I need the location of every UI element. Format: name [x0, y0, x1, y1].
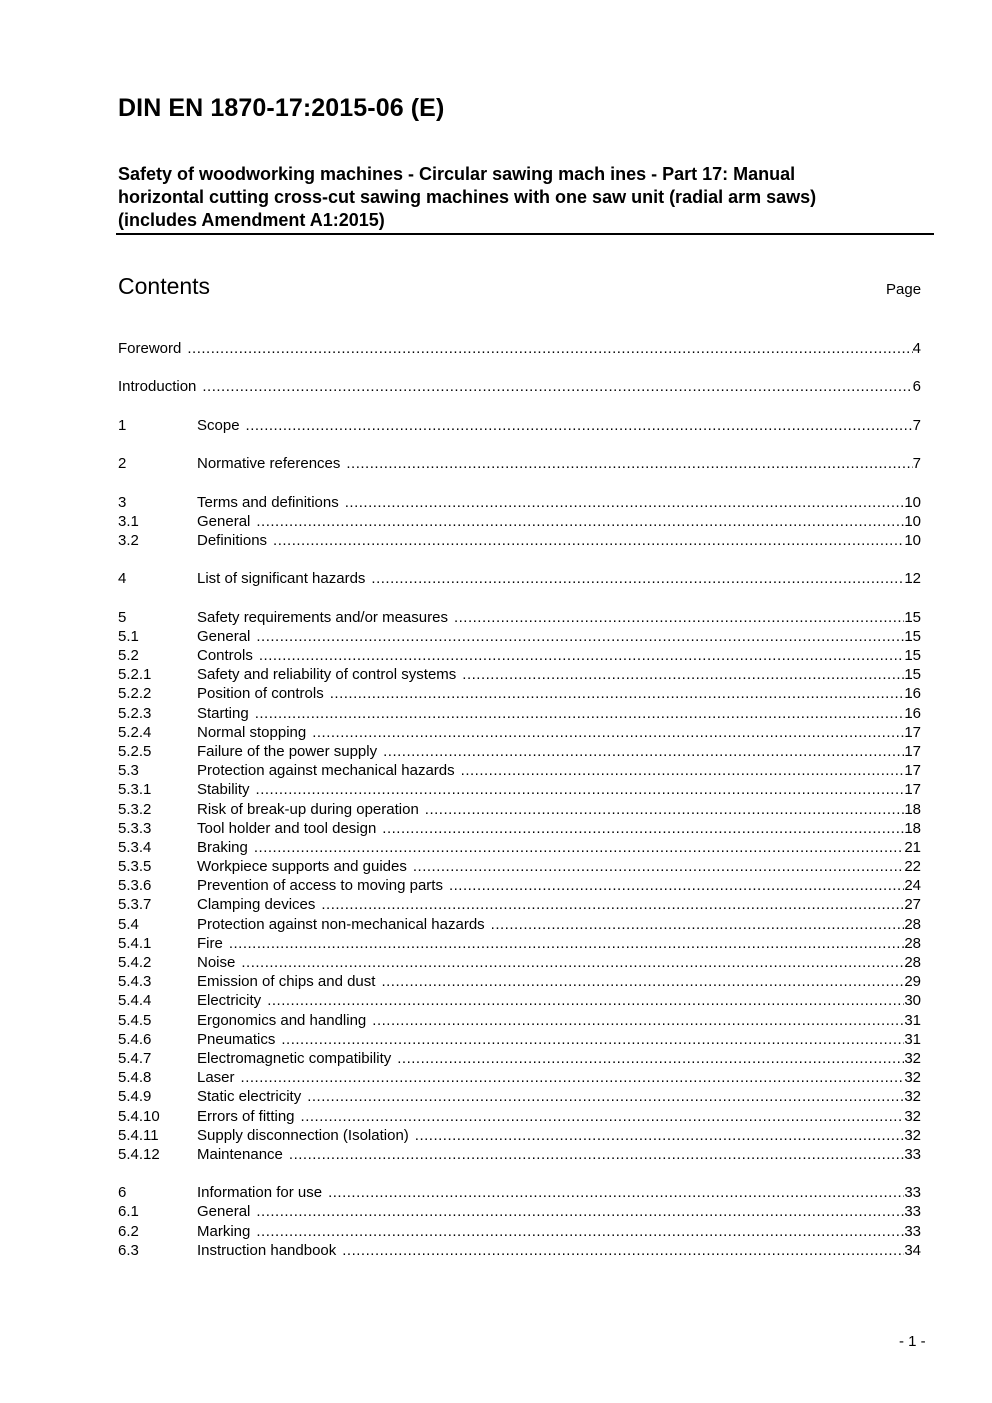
toc-page-number: 17: [904, 781, 921, 799]
toc-section-title: Protection against mechanical hazards: [197, 762, 455, 780]
toc-section-title: Braking: [197, 838, 248, 856]
toc-entry[interactable]: [118, 991, 921, 1010]
toc-page-number: 30: [904, 992, 921, 1010]
toc-section-number: 5.4: [118, 915, 139, 933]
toc-entry[interactable]: [118, 339, 921, 358]
toc-section-number: 6.1: [118, 1203, 139, 1221]
toc-page-number: 10: [904, 493, 921, 511]
toc-section-title: Tool holder and tool design: [197, 819, 377, 837]
toc-page-number: 33: [904, 1203, 921, 1221]
toc-page-number: 18: [904, 800, 921, 818]
toc-page-number: 10: [904, 512, 921, 530]
toc-dot-leader: [259, 646, 904, 665]
toc-section-title: Errors of fitting: [197, 1107, 295, 1125]
toc-entry[interactable]: [118, 915, 921, 934]
toc-section-number: 5.3.3: [118, 819, 152, 837]
toc-entry[interactable]: [118, 780, 921, 799]
toc-dot-leader: [256, 780, 905, 799]
toc-section-title: Pneumatics: [197, 1030, 276, 1048]
toc-section-title: Safety and reliability of control systems: [197, 666, 457, 684]
toc-section-number: 5.3.1: [118, 781, 152, 799]
toc-entry[interactable]: [118, 531, 921, 550]
toc-section-title: Workpiece supports and guides: [197, 858, 407, 876]
toc-section-title: Maintenance: [197, 1145, 283, 1163]
toc-section-number: 5.4.5: [118, 1011, 152, 1029]
toc-dot-leader: [202, 377, 912, 396]
toc-entry[interactable]: [118, 838, 921, 857]
toc-entry[interactable]: [118, 1011, 921, 1030]
toc-section-number: 3.2: [118, 531, 139, 549]
toc-entry[interactable]: [118, 684, 921, 703]
toc-section-title: General: [197, 627, 251, 645]
toc-section-number: 5.3.6: [118, 877, 152, 895]
toc-dot-leader: [241, 953, 904, 972]
toc-page-number: 28: [904, 934, 921, 952]
toc-page-number: 28: [904, 954, 921, 971]
toc-page-number: 7: [912, 416, 921, 434]
toc-section-number: 5.4.3: [118, 973, 152, 991]
toc-section-title: Clamping devices: [197, 896, 316, 914]
toc-section-number: 6.2: [118, 1222, 139, 1240]
toc-dot-leader: [381, 972, 904, 991]
toc-section-title: Foreword: [118, 340, 182, 357]
toc-section-number: 5.2.4: [118, 723, 152, 741]
toc-entry[interactable]: [118, 857, 921, 876]
toc-page-number: 15: [904, 608, 921, 626]
toc-entry[interactable]: [118, 1241, 921, 1260]
toc-dot-leader: [301, 1107, 905, 1126]
toc-page-number: 32: [904, 1069, 921, 1087]
toc-page-number: 32: [904, 1126, 921, 1144]
toc-dot-leader: [342, 1241, 904, 1260]
toc-dot-leader: [371, 569, 904, 588]
toc-dot-leader: [273, 531, 904, 550]
toc-dot-leader: [415, 1126, 905, 1145]
toc-entry[interactable]: [118, 1030, 921, 1049]
toc-page-number: 15: [904, 647, 921, 664]
toc-section-number: 5.4.9: [118, 1088, 152, 1106]
toc-section-number: 5.4.2: [118, 954, 152, 971]
subtitle-line: horizontal cutting cross-cut sawing machines with one saw unit (radial arm saws): [118, 187, 817, 207]
toc-section-title: Ergonomics and handling: [197, 1011, 367, 1029]
toc-section-number: 5.3.7: [118, 896, 152, 914]
toc-dot-leader: [413, 857, 904, 876]
toc-dot-leader: [330, 684, 905, 703]
toc-section-title: Terms and definitions: [197, 493, 339, 511]
toc-section-title: Prevention of access to moving parts: [197, 877, 443, 895]
toc-entry[interactable]: [118, 1183, 921, 1202]
toc-section-number: 5.4.11: [118, 1126, 159, 1144]
toc-page-number: 32: [904, 1088, 921, 1106]
toc-dot-leader: [307, 1087, 904, 1106]
toc-section-number: 5.1: [118, 627, 139, 645]
toc-section-title: Information for use: [197, 1184, 323, 1202]
toc-page-number: 31: [904, 1011, 921, 1029]
toc-page-number: 15: [904, 627, 921, 645]
contents-heading: Contents: [118, 273, 211, 299]
toc-entry[interactable]: [118, 377, 921, 396]
toc-section-title: Safety requirements and/or measures: [197, 608, 448, 626]
toc-page-number: 27: [904, 896, 921, 914]
toc-page-number: 12: [904, 570, 921, 588]
toc-dot-leader: [382, 819, 904, 838]
toc-section-title: Supply disconnection (Isolation): [197, 1126, 409, 1144]
toc-dot-leader: [241, 1068, 905, 1087]
page-column-label: Page: [886, 281, 922, 298]
toc-page-number: 17: [904, 742, 921, 760]
toc-entry[interactable]: [118, 493, 921, 512]
toc-page-number: 15: [904, 666, 921, 684]
toc-page-number: 7: [912, 455, 921, 473]
toc-section-number: 3: [118, 493, 127, 511]
toc-section-number: 5.4.4: [118, 992, 152, 1010]
toc-dot-leader: [312, 723, 904, 742]
toc-entry[interactable]: [118, 646, 921, 665]
toc-section-title: Electricity: [197, 992, 262, 1010]
toc-dot-leader: [256, 1202, 904, 1221]
toc-section-title: General: [197, 512, 251, 530]
toc-page-number: 17: [904, 762, 921, 780]
toc-entry[interactable]: [118, 953, 921, 972]
toc-entry[interactable]: [118, 934, 921, 953]
toc-section-number: 5.3.5: [118, 858, 152, 876]
toc-section-title: Normative references: [197, 455, 341, 473]
toc-section-title: Introduction: [118, 378, 197, 396]
toc-section-title: Noise: [197, 954, 236, 971]
toc-section-number: 5.4.8: [118, 1069, 152, 1087]
subtitle-line: Safety of woodworking machines - Circular sawing mach ines - Part 17: Manual: [118, 164, 796, 184]
toc-entry[interactable]: [118, 1049, 921, 1068]
toc-page-number: 34: [904, 1241, 921, 1259]
toc-entry[interactable]: [118, 876, 921, 895]
document-title: DIN EN 1870-17:2015-06 (E): [118, 94, 445, 122]
toc-page-number: 29: [904, 973, 921, 991]
toc-page-number: 17: [904, 723, 921, 741]
toc-dot-leader: [449, 876, 904, 895]
toc-dot-leader: [425, 800, 905, 819]
toc-entry[interactable]: [118, 416, 921, 435]
toc-dot-leader: [281, 1030, 904, 1049]
toc-section-title: Stability: [197, 781, 250, 799]
toc-dot-leader: [187, 339, 912, 358]
toc-page-number: 21: [904, 838, 921, 856]
toc-entry[interactable]: [118, 819, 921, 838]
toc-dot-leader: [256, 1222, 904, 1241]
table-of-contents: [118, 339, 921, 1260]
toc-section-number: 6: [118, 1184, 127, 1202]
toc-dot-leader: [256, 627, 904, 646]
toc-dot-leader: [454, 608, 904, 627]
toc-section-number: 5.2.5: [118, 742, 152, 760]
toc-dot-leader: [328, 1183, 904, 1202]
subtitle-line: (includes Amendment A1:2015): [118, 210, 385, 230]
toc-page-number: 24: [904, 877, 921, 895]
toc-section-title: Normal stopping: [197, 723, 307, 741]
toc-page-number: 10: [904, 531, 921, 549]
toc-section-title: Starting: [197, 704, 249, 722]
toc-section-title: Static electricity: [197, 1088, 302, 1106]
toc-entry[interactable]: [118, 1126, 921, 1145]
title-divider: [116, 233, 934, 235]
toc-entry[interactable]: [118, 895, 921, 914]
toc-section-title: Laser: [197, 1069, 235, 1087]
toc-page-number: 33: [904, 1222, 921, 1240]
toc-entry[interactable]: [118, 1107, 921, 1126]
toc-section-title: Protection against non-mechanical hazards: [197, 915, 485, 933]
toc-page-number: 32: [904, 1049, 921, 1067]
toc-dot-leader: [267, 991, 904, 1010]
toc-section-number: 5.3.2: [118, 800, 152, 818]
toc-section-number: 5.4.6: [118, 1030, 152, 1048]
toc-entry[interactable]: [118, 704, 921, 723]
toc-entry[interactable]: [118, 800, 921, 819]
toc-section-number: 1: [118, 416, 127, 434]
toc-dot-leader: [254, 838, 904, 857]
toc-section-number: 5.2.1: [118, 666, 152, 684]
toc-dot-leader: [289, 1145, 904, 1164]
toc-dot-leader: [321, 895, 904, 914]
toc-section-number: 5.3: [118, 762, 139, 780]
toc-entry[interactable]: [118, 742, 921, 761]
toc-page-number: 6: [912, 378, 921, 396]
toc-section-number: 2: [118, 455, 127, 473]
toc-dot-leader: [256, 512, 904, 531]
toc-section-title: Scope: [197, 416, 240, 434]
toc-section-title: Controls: [197, 647, 253, 664]
toc-entry[interactable]: [118, 608, 921, 627]
toc-entry[interactable]: [118, 972, 921, 991]
toc-section-title: Instruction handbook: [197, 1241, 337, 1259]
toc-page-number: 28: [904, 915, 921, 933]
toc-entry[interactable]: [118, 569, 921, 588]
toc-dot-leader: [397, 1049, 904, 1068]
toc-section-number: 5.4.7: [118, 1049, 152, 1067]
toc-page-number: 33: [904, 1184, 921, 1202]
toc-section-title: General: [197, 1203, 251, 1221]
toc-entry[interactable]: [118, 723, 921, 742]
toc-dot-leader: [491, 915, 905, 934]
toc-page-number: 22: [904, 858, 921, 876]
toc-page-number: 4: [912, 340, 921, 357]
toc-entry[interactable]: [118, 454, 921, 473]
toc-section-title: Marking: [197, 1222, 251, 1240]
toc-dot-leader: [255, 704, 905, 723]
toc-entry[interactable]: [118, 1068, 921, 1087]
toc-section-number: 5.2.2: [118, 685, 152, 703]
toc-dot-leader: [462, 665, 904, 684]
toc-dot-leader: [229, 934, 904, 953]
toc-page-number: 16: [904, 704, 921, 722]
toc-entry[interactable]: [118, 1087, 921, 1106]
toc-entry[interactable]: [118, 1145, 921, 1164]
toc-section-title: List of significant hazards: [197, 570, 366, 588]
toc-dot-leader: [345, 493, 905, 512]
toc-section-number: 5.4.12: [118, 1145, 160, 1163]
toc-page-number: 33: [904, 1145, 921, 1163]
toc-section-number: 5: [118, 608, 127, 626]
toc-entry[interactable]: [118, 665, 921, 684]
toc-section-number: 5.2: [118, 647, 139, 664]
toc-page-number: 16: [904, 685, 921, 703]
toc-section-title: Definitions: [197, 531, 268, 549]
toc-dot-leader: [461, 761, 905, 780]
toc-entry[interactable]: [118, 627, 921, 646]
toc-section-title: Failure of the power supply: [197, 742, 378, 760]
toc-entry[interactable]: [118, 1222, 921, 1241]
page-number-footer: - 1 -: [899, 1333, 926, 1350]
toc-page-number: 18: [904, 819, 921, 837]
toc-dot-leader: [346, 454, 912, 473]
toc-section-number: 5.4.1: [118, 934, 152, 952]
toc-section-number: 5.3.4: [118, 838, 152, 856]
toc-dot-leader: [383, 742, 904, 761]
toc-section-title: Emission of chips and dust: [197, 973, 376, 991]
toc-section-number: 5.4.10: [118, 1107, 160, 1125]
toc-dot-leader: [246, 416, 913, 435]
toc-section-number: 6.3: [118, 1241, 139, 1259]
toc-dot-leader: [372, 1011, 904, 1030]
toc-section-title: Electromagnetic compatibility: [197, 1049, 392, 1067]
toc-section-number: 4: [118, 570, 127, 588]
toc-section-title: Position of controls: [197, 685, 324, 703]
toc-section-number: 3.1: [118, 512, 139, 530]
toc-entry[interactable]: [118, 1202, 921, 1221]
toc-section-title: Risk of break-up during operation: [197, 800, 419, 818]
toc-page-number: 31: [904, 1030, 921, 1048]
toc-entry[interactable]: [118, 512, 921, 531]
toc-page-number: 32: [904, 1107, 921, 1125]
toc-section-number: 5.2.3: [118, 704, 152, 722]
document-subtitle: [118, 163, 918, 232]
toc-section-title: Fire: [197, 934, 223, 952]
toc-entry[interactable]: [118, 761, 921, 780]
